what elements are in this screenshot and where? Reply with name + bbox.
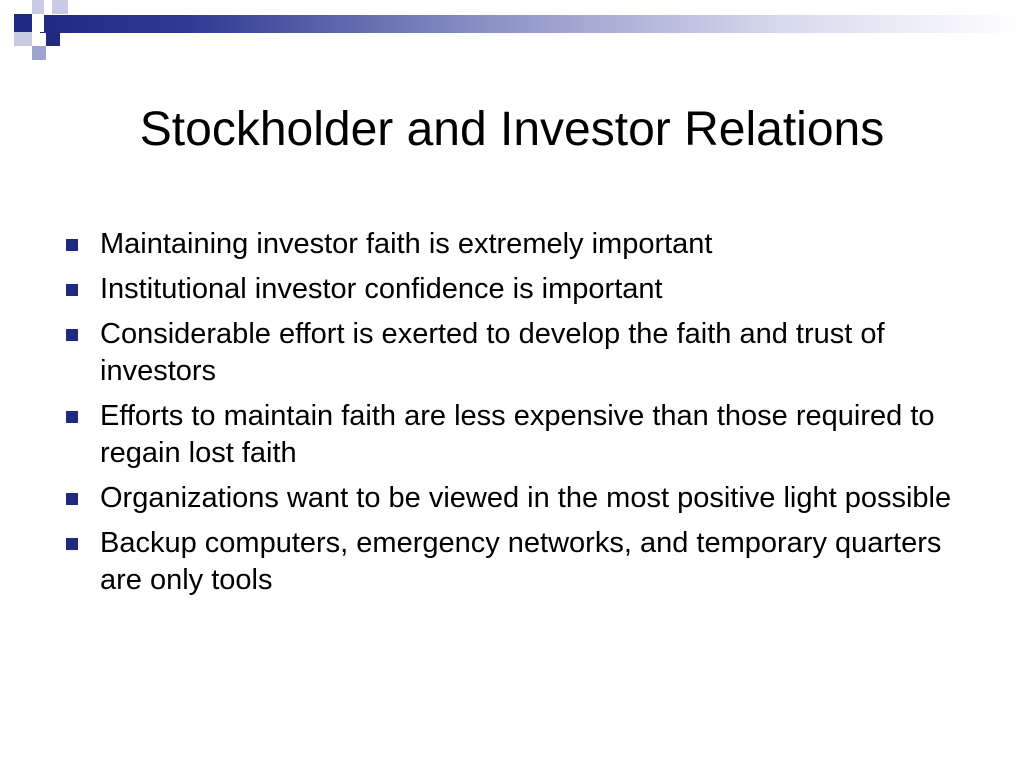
decor-square	[14, 14, 32, 32]
bullet-text: Institutional investor confidence is important	[100, 273, 663, 305]
decor-square	[52, 0, 68, 14]
bullet-item	[64, 271, 984, 308]
bullet-text: Efforts to maintain faith are less expensive than those required to regain lost faith	[100, 400, 935, 469]
bullet-item	[64, 480, 984, 517]
header-gradient-band	[40, 15, 1024, 33]
bullet-text: Backup computers, emergency networks, and temporary quarters are only tools	[100, 527, 942, 596]
decor-square	[32, 14, 44, 32]
square-bullet-icon	[66, 284, 78, 296]
bullet-item	[64, 226, 984, 263]
square-bullet-icon	[66, 239, 78, 251]
square-bullet-icon	[66, 538, 78, 550]
decor-square	[14, 32, 32, 46]
bullet-text: Considerable effort is exerted to develop the faith and trust of investors	[100, 318, 885, 387]
slide-title: Stockholder and Investor Relations	[139, 103, 885, 156]
bullet-text: Maintaining investor faith is extremely important	[100, 228, 713, 260]
square-bullet-icon	[66, 411, 78, 423]
square-bullet-icon	[66, 329, 78, 341]
bullet-list	[64, 226, 984, 607]
bullet-text: Organizations want to be viewed in the most positive light possible	[100, 482, 952, 514]
decor-square	[32, 46, 46, 60]
bullet-item	[64, 525, 984, 599]
square-bullet-icon	[66, 493, 78, 505]
bullet-item	[64, 398, 984, 472]
decor-square	[32, 0, 44, 14]
decor-square	[46, 32, 60, 46]
bullet-item	[64, 316, 984, 390]
